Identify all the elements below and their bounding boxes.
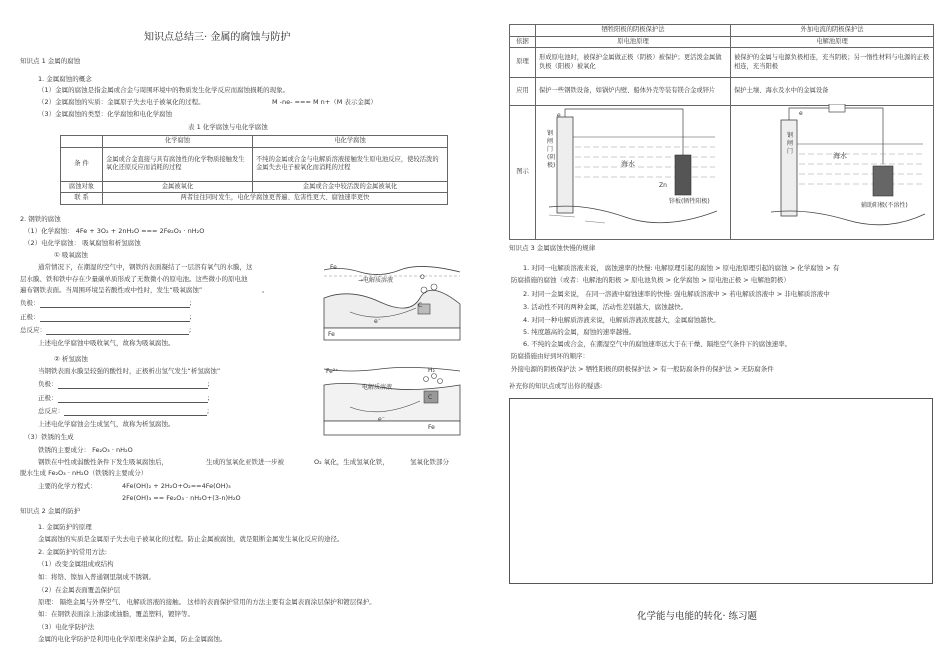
label-negative-electrode: 负极： — [20, 299, 40, 307]
table-cell: 金属或合金直接与具有腐蚀性的化学物质接触发生氧化还原反应而消耗的过程 — [103, 147, 253, 181]
notes-box[interactable] — [509, 398, 933, 584]
diagram-label: 辅助阳极(不溶性) — [861, 202, 908, 209]
page-title: 知识点总结三· 金属的腐蚀与防护 — [144, 32, 291, 43]
text-line: 如：将铬、镍加入普通钢里制成不锈钢。 — [38, 573, 155, 581]
table-row-label: 依据 — [510, 36, 536, 48]
table-row-label: 腐蚀对象 — [61, 181, 103, 193]
table-cell: 被保护的金属与电源负极相连，充当阴极；另一惰性材料与电源的正极相连，充当阳极 — [731, 48, 934, 78]
text-line: （1）化学腐蚀： 4Fe + 3O₂ + 2nH₂O === 2Fe₂O₃ · nH₂O — [24, 227, 205, 235]
text-line: 生成的氢氧化亚铁进一步被 — [206, 458, 284, 466]
table-row-label: 应用 — [510, 78, 536, 106]
text-line: 。 — [262, 286, 269, 294]
blank-line — [58, 381, 208, 389]
table-row-label: 原理 — [510, 48, 536, 78]
equation: M -ne- === M n+（M 表示金属） — [272, 98, 377, 106]
table-cell: 金属或合金中较活泼的金属被氧化 — [253, 181, 448, 193]
section-heading-1: 知识点 1 金属的腐蚀 — [20, 57, 81, 65]
impressed-current-diagram — [767, 104, 927, 230]
text-line: 金属的电化学防护是利用电化学原理来保护金属，防止金属腐蚀。 — [38, 635, 227, 643]
table-cell: 形成原电池时，被保护金属做正极（阴极）被保护；更活泼金属做负极（阳极）被氧化 — [536, 48, 731, 78]
diagram-label: H₂ — [428, 367, 435, 374]
table-header: 外加电流的阴极保护法 — [731, 25, 934, 37]
table-cell: 两者往往同时发生，电化学腐蚀更普遍、危害性更大、腐蚀速率更快 — [103, 193, 448, 205]
diagram-label: C — [418, 302, 423, 309]
text-line: 外接电源的阴极保护法 > 牺牲阳极的阴极保护法 > 有一般防腐条件的保护法 > 无防腐条件 — [511, 365, 774, 373]
text-line: 铁锈的主要成分： Fe₂O₃ · nH₂O — [38, 446, 133, 454]
diagram-label: 海水 — [833, 152, 847, 160]
text-line: （3）电化学防护法 — [38, 623, 95, 631]
text-line: （3）金属腐蚀的类型：化学腐蚀和电化学腐蚀 — [38, 110, 173, 118]
hydrogen-corrosion-diagram — [320, 363, 466, 443]
text-line: 金属腐蚀的实质是金属原子失去电子被氧化的过程。防止金属被腐蚀，就是阻断金属发生氧化反应的途径。 — [38, 535, 344, 543]
section-heading-3: 知识点 3 金属腐蚀快慢的规律 — [509, 244, 596, 252]
text-line: 脱水生成 Fe₂O₃ · nH₂O（铁锈的主要成分） — [20, 469, 148, 477]
text-line: （1）改变金属组成或结构 — [38, 560, 114, 568]
table-row-label: 联 系 — [61, 193, 103, 205]
table-cell: 电解池原理 — [731, 36, 934, 48]
table-header: 化学腐蚀 — [103, 136, 253, 148]
text-line: 防腐措施的腐蚀（或者：电解池的阳极 > 原电池负极 > 化学腐蚀 > 原电池正极 > 电解池阴极） — [511, 276, 790, 284]
diagram-label: Zn — [659, 182, 667, 189]
diagram-label: e⁻ — [378, 416, 385, 423]
table-row-label: 图示 — [510, 106, 536, 240]
table-header: 牺牲阳极的阴极保护法 — [536, 25, 731, 37]
diagram-label: C — [428, 394, 433, 401]
text-line: （1）金属的腐蚀是指金属或合金与周围环境中的物质发生化学反应而腐蚀损耗的现象。 — [38, 86, 290, 94]
table-cell: 保护一些钢铁设备，如锅炉内壁、船体外壳等装有镁合金或锌片 — [536, 78, 731, 106]
subheading: 1. 金属防护的原理 — [38, 523, 92, 531]
oxygen-corrosion-diagram — [320, 258, 466, 344]
label-total-reaction: 总反应： — [20, 326, 46, 334]
diagram-label: →电解质溶液 — [358, 277, 394, 284]
text-line: 钢铁在中性或弱酸性条件下发生吸氧腐蚀后， — [38, 458, 168, 466]
text-line: 5. 纯度越高的金属，腐蚀的速率越慢。 — [523, 328, 636, 336]
diagram-label: 电解质溶液 — [362, 384, 393, 391]
subheading: 2. 钢铁的腐蚀 — [20, 215, 61, 223]
diagram-label: e⁻ — [374, 318, 381, 325]
text-line: 上述电化学腐蚀中吸收氧气，故称为吸氧腐蚀。 — [38, 339, 175, 347]
section-heading-2: 知识点 2 金属的防护 — [20, 507, 81, 515]
label-total-reaction: 总反应： — [38, 407, 64, 415]
diagram-label: Fe — [328, 331, 335, 338]
text-line: （2）金属腐蚀的实质：金属原子失去电子被氧化的过程。 — [38, 98, 205, 106]
comparison-table — [60, 135, 448, 205]
blank-line — [64, 408, 207, 416]
text-line: 原理： 隔绝金属与外界空气、 电解质溶液的接触。 这样的表面保护常用的方法主要有金属表面涂层保护和镀层保护。 — [38, 598, 376, 606]
text-line: 6. 不纯的金属或合金，在潮湿空气中的腐蚀速率远大于在干燥、隔绝空气条件下的腐蚀速率。 — [523, 340, 792, 348]
diagram-label: O — [420, 274, 425, 281]
text-line: O₂ 氧化，生成氢氧化铁， — [314, 458, 389, 466]
diagram-label: Fe — [330, 264, 337, 271]
blank-line — [46, 327, 189, 335]
text-line: 3. 活动性不同的两种金属，活动性差别越大，腐蚀越快。 — [523, 303, 688, 311]
text-line: 遍布钢铁表面。当周围环境呈若酸性或中性时，发生“吸氧腐蚀” — [20, 286, 203, 294]
diagram-label: e — [557, 112, 561, 119]
footer-title: 化学能与电能的转化· 练习题 — [637, 611, 758, 622]
text-line: （2）电化学腐蚀： 吸氧腐蚀和析氢腐蚀 — [24, 239, 141, 247]
blank-line — [40, 314, 190, 322]
diagram-label: 锌板(牺牲阳极) — [669, 198, 710, 205]
text-line: 4. 对同一种电解质溶液来说，电解质溶液浓度越大，金属腐蚀越快。 — [523, 316, 720, 324]
table-cell: 金属被氧化 — [103, 181, 253, 193]
diagram-label: 钢闸门 — [787, 132, 794, 156]
table-caption: 表 1 化学腐蚀与电化学腐蚀 — [188, 123, 268, 131]
subheading: ① 吸氧腐蚀 — [54, 251, 88, 259]
text-line: 氢氧化铁部分 — [410, 458, 449, 466]
text-line: 主要的化学方程式： — [38, 482, 97, 490]
text-line: 1. 对同一电解质溶液来说， 腐蚀速率的快慢: 电解原理引起的腐蚀 > 原电池原理引起的腐蚀 > 化学腐蚀 > 有 — [523, 264, 840, 272]
table-cell: 原电池原理 — [536, 36, 731, 48]
blank-line — [40, 300, 190, 308]
text-line: 当钢铁表面水膜呈较强的酸性时，正极析出氢气发生“析氢腐蚀” — [38, 367, 221, 375]
label-negative-electrode: 负极： — [38, 380, 58, 388]
subheading: 1. 金属腐蚀的概念 — [38, 75, 92, 83]
subheading: 2. 金属防护的常用方法: — [38, 548, 107, 556]
diagram-label: Fe — [428, 424, 435, 431]
diagram-label: Fe²⁺ — [326, 368, 339, 375]
text-line: 上述电化学腐蚀会生成氢气，故称为析氢腐蚀。 — [38, 420, 175, 428]
diagram-label: e — [799, 110, 803, 117]
label-positive-electrode: 正极： — [38, 394, 58, 402]
table-cell: 保护土壤、海水及水中的金属设备 — [731, 78, 934, 106]
diagram-label: 钢闸门(阴极) — [547, 130, 556, 170]
table-row-label: 条 件 — [61, 147, 103, 181]
text-line: （2）在金属表面覆盖保护层 — [38, 586, 121, 594]
subheading: （3）铁锈的生成 — [24, 433, 74, 441]
text-line: 2. 对同一金属来说， 在同一溶液中腐蚀速率的快慢: 强电解质溶液中 > 若电解质溶液中 > 非电解质溶液中 — [523, 290, 830, 298]
blank-line — [58, 395, 208, 403]
text-line: 通常情况下，在潮湿的空气中，钢铁的表面凝结了一层溶有氧气的水膜，这 — [38, 263, 253, 271]
text-line: 如：在钢铁表面涂上油漆或油脂，覆盖塑料，镀锌等。 — [38, 610, 194, 618]
notes-prompt: 补充你的知识点或写出你的疑惑: — [509, 382, 603, 390]
text-line: 防腐措施由好到坏的顺序： — [511, 352, 589, 360]
label-positive-electrode: 正极： — [20, 313, 40, 321]
table-cell: 不纯的金属或合金与电解质溶液接触发生原电池反应，使较活泼的金属失去电子被氧化而消耗的过程 — [253, 147, 448, 181]
text-line: 层水膜、铁和铁中存在少量碳单质形成了无数微小的原电池。这些微小的原电池 — [20, 275, 248, 283]
equation: 4Fe(OH)₂ + 2H₂O+O₂==4Fe(OH)₃ — [122, 482, 231, 490]
subheading: ② 析氢腐蚀 — [54, 355, 88, 363]
diagram-label: 海水 — [621, 160, 635, 168]
table-header: 电化学腐蚀 — [253, 136, 448, 148]
equation: 2Fe(OH)₃ == Fe₂O₃ · nH₂O+(3-n)H₂O — [122, 494, 241, 502]
